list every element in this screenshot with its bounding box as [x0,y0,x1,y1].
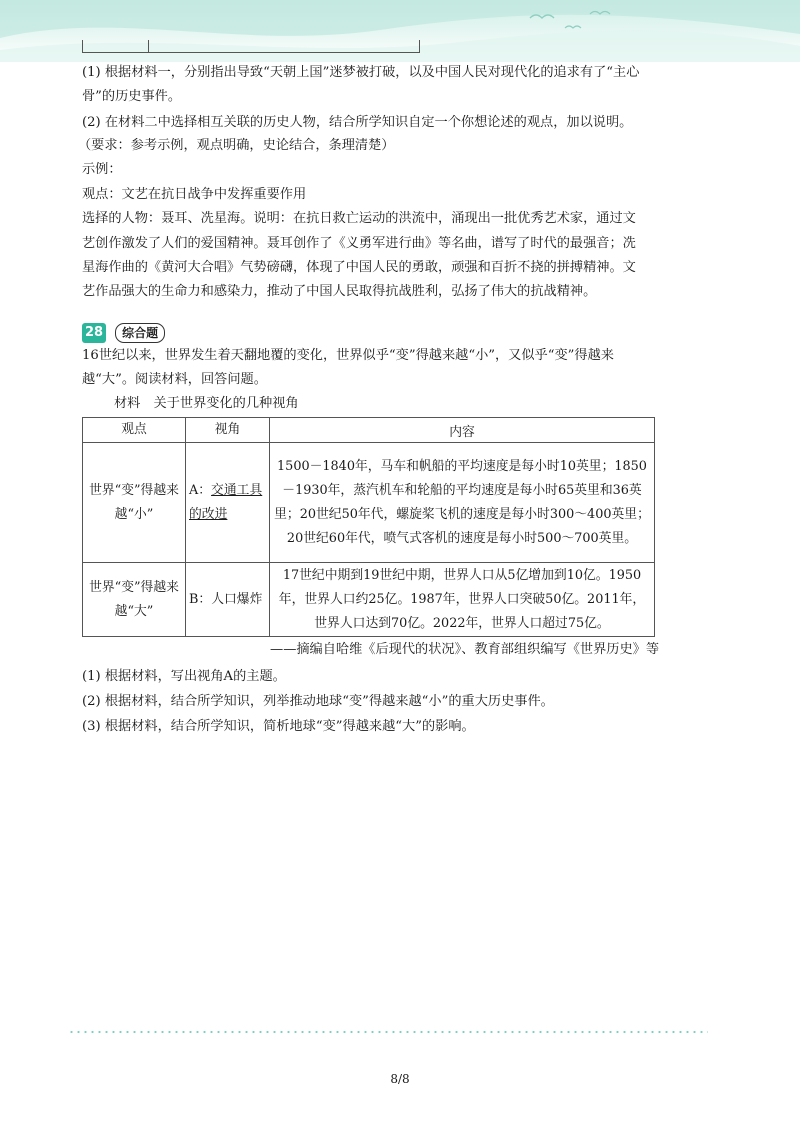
angle-a [186,443,270,563]
question-28-intro-continued: 越“大”。阅读材料，回答问题。 [82,372,267,387]
content-population: 17世纪中期到19世纪中期，世界人口从5亿增加到10亿。1950年，世界人口约25亿。1987年，世界人口突破50亿。2011年，世界人口达到70亿。2022年，世界人口超过75亿。 [270,563,655,637]
bird-icon [565,26,581,28]
table-row [83,563,655,637]
question-28-intro: 16世纪以来，世界发生着天翻地覆的变化，世界似乎“变”得越来越“小”，又似乎“变”得越来 [82,348,614,363]
material-title: 材料 关于世界变化的几种视角 [114,396,299,411]
question-number-badge: 28 [82,323,106,343]
question-28-part-1: (1) 根据材料，写出视角A的主题。 [82,669,286,684]
example-line: 星海作曲的《黄河大合唱》气势磅礴，体现了中国人民的勇敢，顽强和百折不挠的拼搏精神。文 [82,260,636,275]
answer-requirement: （要求：参考示例，观点明确，史论结合，条理清楚） [78,138,395,153]
question-type-badge: 综合题 [115,323,165,343]
question-27-part-1: (1) 根据材料一，分别指出导致“天朝上国”迷梦被打破，以及中国人民对现代化的追求有了“主心 [82,65,640,80]
question-27-part-1-continued: 骨”的历史事件。 [82,89,182,104]
question-27-part-2: (2) 在材料二中选择相互关联的历史人物，结合所学知识自定一个你想论述的观点，加以说明。 [82,115,633,130]
previous-table-border [82,40,420,54]
column-header-content: 内容 [270,418,655,443]
bird-icon [530,15,554,18]
footer-divider [68,1031,708,1033]
example-line: 艺作品强大的生命力和感染力，推动了中国人民取得抗战胜利，弘扬了伟大的抗战精神。 [82,284,597,299]
material-source: ——摘编自哈维《后现代的状况》、教育部组织编写《世界历史》等 [270,642,660,657]
view-larger: 世界“变”得越来越“大” [83,563,186,637]
question-28-header [82,322,165,344]
table-header-row [83,418,655,443]
example-viewpoint: 观点：文艺在抗日战争中发挥重要作用 [82,187,307,202]
page-number: 8/8 [390,1072,410,1086]
example-line: 选择的人物：聂耳、冼星海。说明：在抗日救亡运动的洪流中，涌现出一批优秀艺术家，通过文 [82,211,636,226]
angle-a-answer: 交通工具的改进 [189,482,263,522]
column-header-angle: 视角 [186,418,270,443]
column-header-view: 观点 [83,418,186,443]
table-row [83,443,655,563]
angle-b: B：人口爆炸 [186,563,270,637]
content-transport: 1500－1840年，马车和帆船的平均速度是每小时10英里；1850－1930年，蒸汽机车和轮船的平均速度是每小时65英里和36英里；20世纪50年代，螺旋桨飞机的速度是每小时300～400英里；20世纪60年代，喷气式客机的速度是每小时500～700英里。 [270,443,655,563]
material-table [82,417,655,637]
example-label: 示例： [82,162,122,177]
view-smaller: 世界“变”得越来越“小” [83,443,186,563]
question-28-part-2: (2) 根据材料，结合所学知识，列举推动地球“变”得越来越“小”的重大历史事件。 [82,694,554,709]
question-28-part-3: (3) 根据材料，结合所学知识，简析地球“变”得越来越“大”的影响。 [82,719,475,734]
angle-a-prefix: A： [189,482,212,498]
example-line: 艺创作激发了人们的爱国精神。聂耳创作了《义勇军进行曲》等名曲，谱写了时代的最强音；冼 [82,236,636,251]
